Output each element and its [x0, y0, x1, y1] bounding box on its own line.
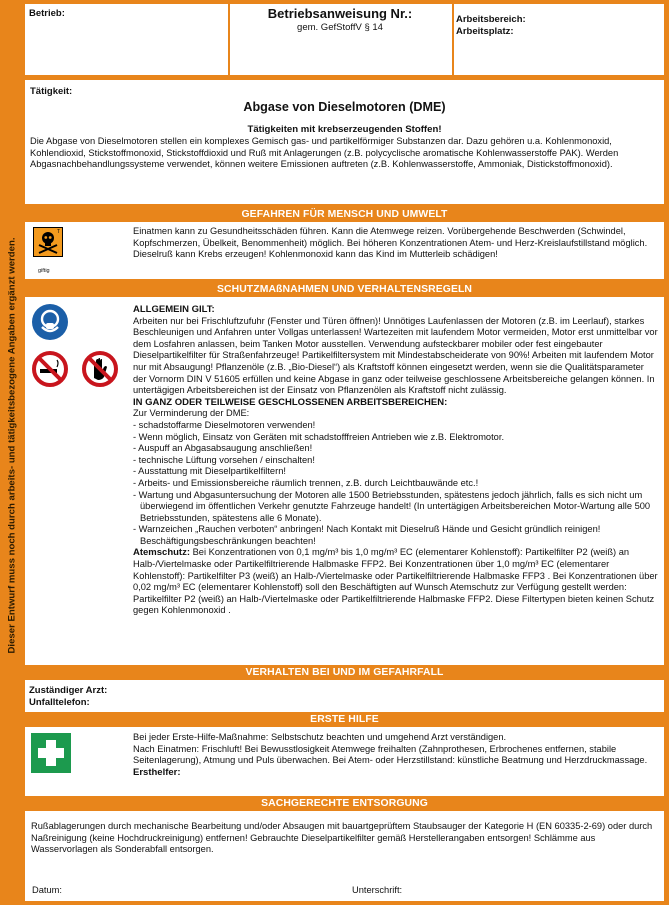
no-smoking-icon [31, 350, 69, 388]
activity-section [25, 80, 664, 204]
list-item: - technische Lüftung vorsehen / einschalten! [133, 454, 315, 465]
emergency-section [25, 680, 664, 712]
arbeitsbereich-label: Arbeitsbereich: [456, 14, 526, 25]
emergency-heading: VERHALTEN BEI UND IM GEFAHRFALL [245, 667, 444, 678]
list-item: - Wenn möglich, Einsatz von Geräten mit schadstofffreien Antrieben wie z.B. Elektromotor. [133, 431, 505, 442]
accident-phone-label: Unfalltelefon: [29, 696, 90, 708]
hazards-heading: GEFAHREN FÜR MENSCH UND UMWELT [241, 209, 448, 220]
general-heading: ALLGEMEIN GILT: [133, 304, 215, 315]
toxic-skull-icon [33, 227, 63, 267]
general-text: Arbeiten nur bei Frischluftzufuhr (Fenster und Türen öffnen)! Unnötiges Laufenlassen der Motoren (z.B. im Leerlauf), starkes Beschleunigen und Anfahren unter Vollgas unterlassen! Wartezeiten mit laufendem Motor vermeiden, Motor erst unmittelbar vor dem Losfahren anlassen, beim Tanken Motor ausstellen. Verwendung aufsteckbarer mobiler oder fest eingebauter Dieselpartikelfilter für Straßenfahrzeuge! Partikelfiltersystem mit Mindestabscheiderate von 90%! Arbeiten mit laufendem Motor nur mit Absaugung! Pflanzenöle (z.B. „Bio-Diesel“) als Kraftstoff können eingesetzt werden, wenn sie die Qualitätsparameter der Vornorm DIN V 51605 erfüllen und keine Abgase in ganz oder teilweise geschlossene Arbeitsbereiche gelangen können. In untertägigen Arbeitsbereichen ist der Einsatz von Pflanzenölen als Kraftstoff nicht zulässig. [133, 315, 658, 396]
header [25, 4, 664, 75]
protection-section [25, 297, 664, 665]
activity-title: Abgase von Dieselmotoren (DME) [243, 99, 446, 114]
arbeitsplatz-label: Arbeitsplatz: [456, 26, 514, 37]
activity-description: Die Abgase von Dieselmotoren stellen ein komplexes Gemisch gas- und partikelförmiger Substanzen dar. Dazu gehören u.a. Kohlenmonoxid, Kohlendioxid, Stickstoffmonoxid, Stickstoffdioxid und Ruß mit Anlagerungen (z.B. polycyclische aromatische Kohlenwasserstoffe PAK). Werden Abgasnachbehandlungssysteme verwendet, können weitere Emissionen auftreten (z.B. Kohlenwasserstoffe, Ammoniak, Distickstoffmonoxid). [30, 136, 619, 170]
protection-heading: SCHUTZMAßNAHMEN UND VERHALTENSREGELN [216, 284, 473, 295]
betrieb-label: Betrieb: [29, 8, 65, 19]
hazards-section [25, 222, 664, 279]
respirator-mandatory-icon [31, 303, 69, 341]
document-title: Betriebsanweisung Nr.: [267, 6, 413, 21]
list-item: - Warnzeichen „Rauchen verboten“ anbringen! Nach Kontakt mit Dieselruß Hände und Gesicht gründlich reinigen! Beschäftigungsbeschränkungen beachten! [133, 524, 601, 546]
first-aid-section [25, 727, 664, 796]
respiratory-label: Atemschutz: [133, 547, 191, 559]
respiratory-paragraph [133, 547, 658, 617]
closed-areas-heading: IN GANZ ODER TEILWEISE GESCHLOSSENEN ARBEITSBEREICHEN: [133, 396, 448, 408]
disposal-section [25, 811, 664, 901]
closed-areas-list [133, 420, 658, 548]
disposal-text: Rußablagerungen durch mechanische Bearbeitung und/oder Absaugen mit bauartgeprüftem Staubsauger der Kategorie H (EN 60335-2-69) oder durch Naßreinigung (keine Hochdruckreinigung) entfernen! Gebrauchte Dieselpartikelfilter gemäß Herstellerangaben entsorgen! Schlämme aus Wasservorlagen als Sonderabfall entsorgen. [31, 821, 653, 855]
svg-text:T: T [57, 229, 61, 235]
list-item: - Ausstattung mit Dieselpartikelfiltern! [133, 466, 286, 477]
side-note: Dieser Entwurf muss noch durch arbeits- und tätigkeitsbezogene Angaben ergänzt werden. [6, 237, 18, 653]
hazards-text: Einatmen kann zu Gesundheitsschäden führen. Kann die Atemwege reizen. Vorübergehende Beschwerden (Schwindel, Kopfschmerzen, Übelkeit, Benommenheit) möglich. Bei höheren Konzentrationen Atem- und Herz-Kreislaufstillstand möglich. Dieselruß kann Krebs erzeugen! Kohlenmonoxid kann das Kind im Mutterleib schädigen! [133, 226, 648, 260]
document-subtitle: gem. GefStoffV § 14 [297, 22, 383, 33]
list-item: - Auspuff an Abgasabsaugung anschließen! [133, 443, 313, 454]
list-item: - Wartung und Abgasuntersuchung der Motoren alle 1500 Betriebsstunden, spätestens jedoch jährlich, falls es sich nicht um überwiegend im öffentlichen Verkehr genutzte Fahrzeuge handelt! (In untertägigen Arbeitsbereichen Motor-Wartung alle 500 Betriebsstunden, spätestens alle 6 Monate). [133, 489, 651, 523]
disposal-heading: SACHGERECHTE ENTSORGUNG [261, 798, 428, 809]
list-item: - schadstoffarme Dieselmotoren verwenden! [133, 419, 316, 430]
activity-label: Tätigkeit: [30, 86, 73, 97]
no-touch-icon [81, 350, 119, 388]
date-label: Datum: [32, 885, 62, 895]
signature-label: Unterschrift: [352, 885, 403, 895]
first-aid-inhalation: Nach Einatmen: Frischluft! Bei Bewusstlosigkeit Atemwege freihalten (Zahnprothesen, Erbrochenes entfernen, stabile Seitenlagerung), Atmung und Puls überwachen. Bei Atem- oder Herzstillstand: künstliche Beatmung und Herzdruckmassage. [133, 743, 648, 766]
closed-areas-intro: Zur Verminderung der DME: [133, 408, 250, 419]
list-item: - Arbeits- und Emissionsbereiche räumlich trennen, z.B. durch Leichtbauwände etc.! [133, 477, 479, 488]
first-aid-general: Bei jeder Erste-Hilfe-Maßnahme: Selbstschutz beachten und umgehend Arzt verständigen. [133, 732, 507, 742]
activity-subtitle: Tätigkeiten mit krebserzeugenden Stoffen! [247, 123, 442, 135]
first-aiders-label: Ersthelfer: [133, 766, 181, 778]
doctor-label: Zuständiger Arzt: [29, 685, 108, 696]
toxic-caption: giftig [38, 268, 50, 274]
first-aid-cross-icon [31, 733, 71, 773]
respiratory-text: Bei Konzentrationen von 0,1 mg/m³ bis 1,0 mg/m³ EC (elementarer Kohlenstoff): Partikelfilter P2 (weiß) an Halb-/Viertelmaske oder Partikelfiltrierende Halbmaske FFP2. Bei Konzentrationen über 1,0 mg/m³ EC (elementarer Kohlenstoff): Partikelfilter P3 (weiß) an Halb-/Viertelmaske oder Partikelfiltrierende Halbmaske FFP3 . Bei Konzentrationen über 0,02 mg/m³ EC (elementarer Kohlenstoff) soll den Beschäftigten auf Wunsch Atemschutz zur Verfügung gestellt werden: Partikelfilter P2 (weiß) an Halb-/Viertelmaske oder Partikelfiltrierende Halbmaske FFP2. Diese Filtertypen bieten keinen Schutz gegen Kohlenmonoxid . [133, 547, 658, 616]
first-aid-heading: ERSTE HILFE [310, 714, 379, 725]
